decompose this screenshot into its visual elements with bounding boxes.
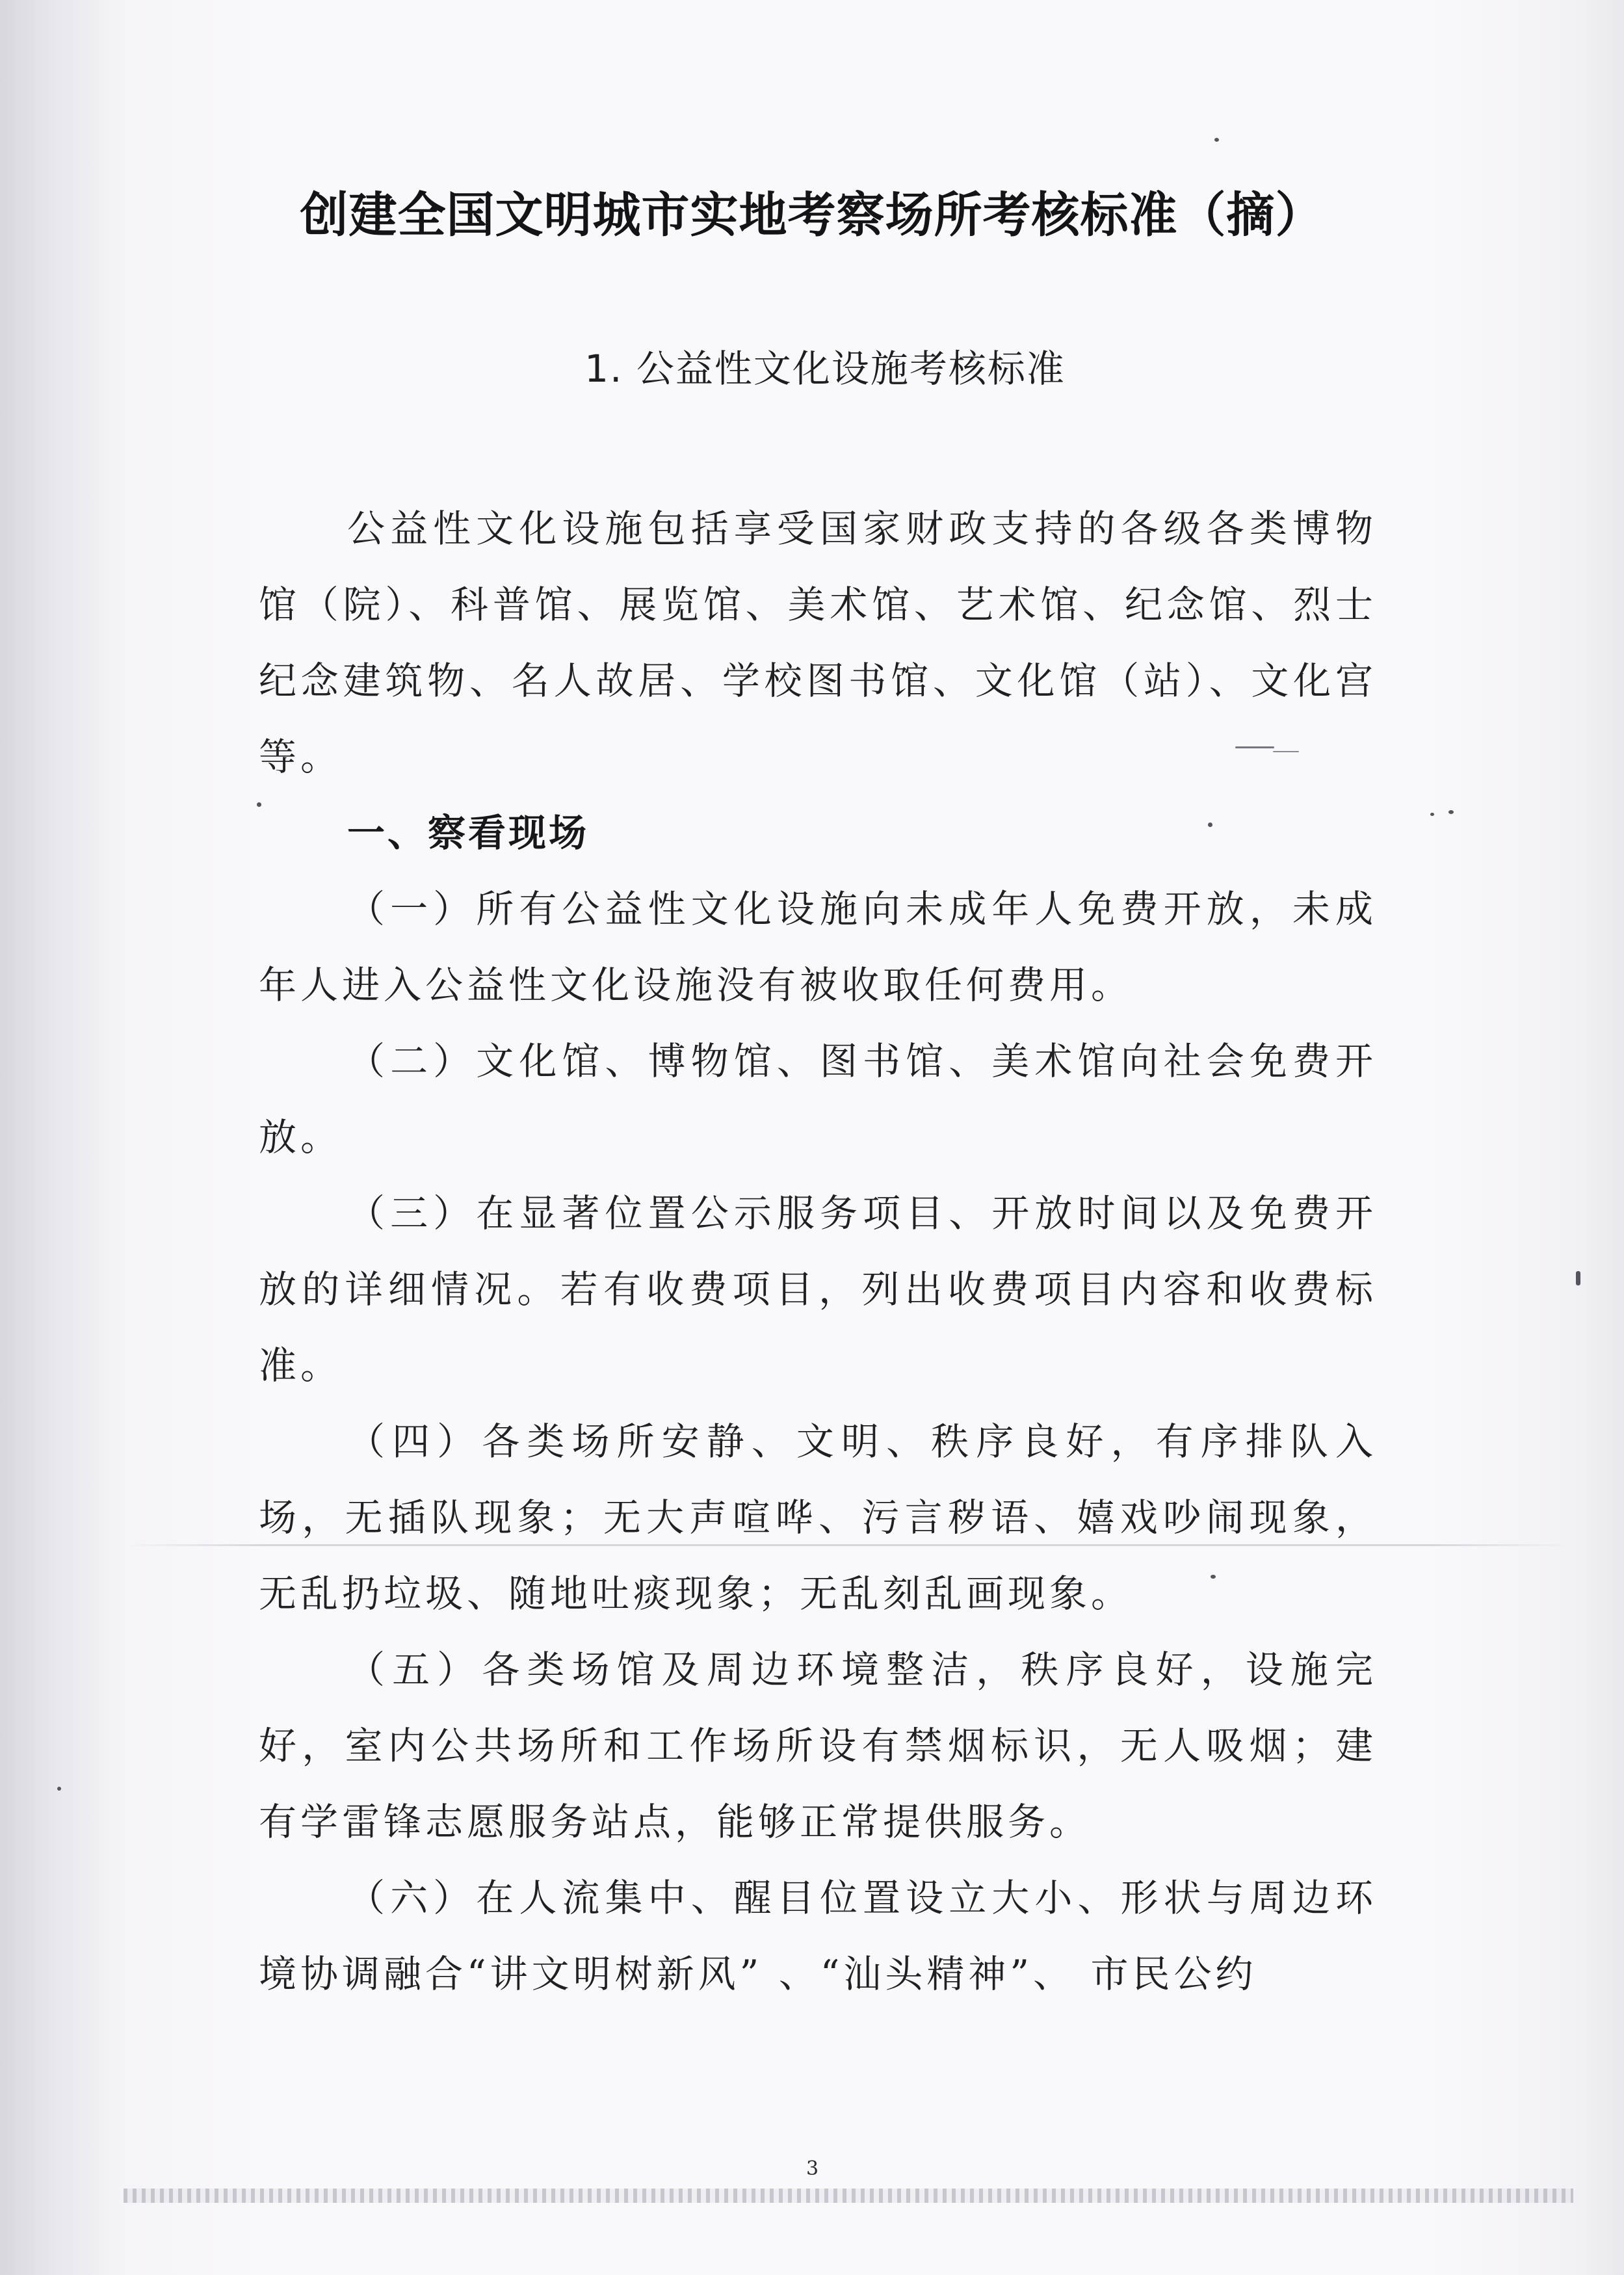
item-paragraph-3: （三）在显著位置公示服务项目、开放时间以及免费开放的详细情况。若有收费项目，列出收费项目内容和收费标准。 <box>259 1191 1377 1387</box>
section-heading: 一、察看现场 <box>347 811 590 855</box>
scan-speck <box>1448 810 1454 814</box>
scan-footer-noise <box>124 2189 1573 2203</box>
item-paragraph-2: （二）文化馆、博物馆、图书馆、美术馆向社会免费开放。 <box>259 1039 1377 1159</box>
scan-speck <box>57 1787 61 1791</box>
item-paragraph-1: （一）所有公益性文化设施向未成年人免费开放，未成年人进入公益性文化设施没有被收取任何费用。 <box>259 887 1377 1007</box>
page-number: 3 <box>806 2157 819 2180</box>
scan-speck <box>1273 751 1299 752</box>
scan-speck <box>1214 138 1219 142</box>
intro-paragraph: 公益性文化设施包括享受国家财政支持的各级各类博物馆（院）、科普馆、展览馆、美术馆、艺术馆、纪念馆、烈士纪念建筑物、名人故居、学校图书馆、文化馆（站）、文化宫等。 <box>259 506 1377 779</box>
document-body <box>259 491 1377 2012</box>
scan-speck <box>1235 746 1274 748</box>
scan-speck <box>1211 1575 1216 1579</box>
item-paragraph-4: （四）各类场所安静、文明、秩序良好，有序排队入场，无插队现象；无大声喧哗、污言秽语、嬉戏吵闹现象，无乱扔垃圾、随地吐痰现象；无乱刻乱画现象。 <box>259 1419 1377 1616</box>
document-title: 创建全国文明城市实地考察场所考核标准（摘） <box>300 187 1324 243</box>
item-paragraph-6: （六）在人流集中、醒目位置设立大小、形状与周边环境协调融合“讲文明树新风” 、“汕头精神”、 市民公约 <box>259 1876 1377 1996</box>
item-paragraph-5: （五）各类场馆及周边环境整洁，秩序良好，设施完好，室内公共场所和工作场所设有禁烟标识，无人吸烟；建有学雷锋志愿服务站点，能够正常提供服务。 <box>259 1648 1377 1844</box>
scan-speck <box>1430 813 1434 816</box>
scan-speck <box>1576 1271 1580 1285</box>
scan-speck <box>1208 822 1212 827</box>
document-subtitle: 1. 公益性文化设施考核标准 <box>584 347 1066 391</box>
scan-speck <box>257 802 261 807</box>
